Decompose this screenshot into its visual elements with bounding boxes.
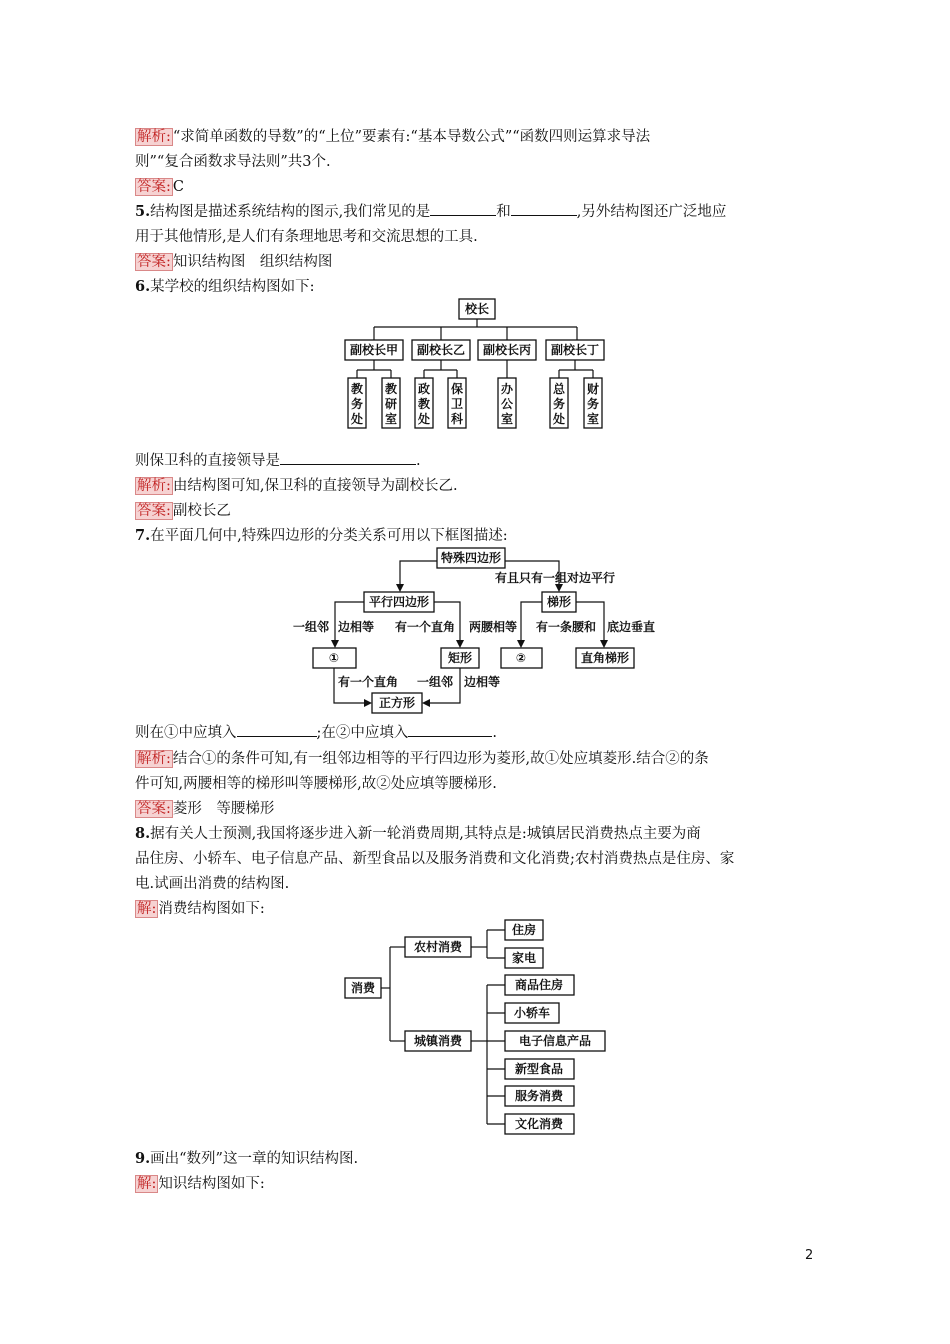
question-5-line-2: 用于其他情形,是人们有条理地思考和交流思想的工具. <box>135 229 478 245</box>
question-text: 则在①中应填入 <box>135 725 237 741</box>
question-6-blank-line <box>135 450 421 472</box>
org-vp-label: 副校长甲 <box>349 343 399 357</box>
quad-blank-1-label: ① <box>328 651 340 665</box>
svg-text:室: 室 <box>586 412 600 426</box>
answer-tag: 答案: <box>137 503 171 519</box>
svg-text:室: 室 <box>384 412 398 426</box>
svg-text:办: 办 <box>500 382 514 396</box>
answer-text: 知识结构图 组织结构图 <box>172 254 333 270</box>
svg-text:教: 教 <box>350 382 364 396</box>
analysis-line-2: 则”“复合函数求导法则”共3个. <box>135 154 331 170</box>
svg-text:务: 务 <box>586 397 600 411</box>
svg-text:卫: 卫 <box>450 397 464 411</box>
quad-condition: 一组邻 <box>293 620 330 634</box>
solution-line <box>135 1173 265 1195</box>
quad-square-label: 正方形 <box>378 696 416 710</box>
org-dept <box>448 378 466 428</box>
question-text: 和 <box>496 204 511 220</box>
quad-condition: 边相等 <box>464 675 501 689</box>
answer-text: 副校长乙 <box>172 503 231 519</box>
quad-condition: 一组邻 <box>417 675 454 689</box>
analysis-line <box>135 475 458 497</box>
page-number: 2 <box>805 1248 814 1263</box>
org-dept <box>550 378 568 428</box>
question-7 <box>135 525 508 547</box>
quad-condition: 边相等 <box>338 620 375 634</box>
svg-text:务: 务 <box>350 397 364 411</box>
answer-line <box>135 500 231 522</box>
question-text: 在平面几何中,特殊四边形的分类关系可用以下框图描述: <box>150 528 508 544</box>
question-text: . <box>492 725 497 741</box>
analysis-tag: 解析: <box>137 478 171 494</box>
solution-tag: 解: <box>137 1176 157 1192</box>
solution-line <box>135 898 265 920</box>
cons-urban-label: 城镇消费 <box>413 1034 463 1048</box>
question-text: 则保卫科的直接领导是 <box>135 453 280 469</box>
answer-tag: 答案: <box>137 254 171 270</box>
org-dept <box>348 378 366 428</box>
question-text: 结构图是描述系统结构的图示,我们常见的是 <box>150 204 431 220</box>
analysis-tag: 解析: <box>137 751 171 767</box>
question-number: 7. <box>135 527 151 544</box>
analysis-text: 结合①的条件可知,有一组邻边相等的平行四边形为菱形,故①处应填菱形.结合②的条 <box>172 751 709 767</box>
question-number: 8. <box>135 825 151 842</box>
question-text: ,另外结构图还广泛地应 <box>576 204 727 220</box>
quad-condition: 底边垂直 <box>607 620 656 634</box>
org-dept <box>415 378 433 428</box>
cons-rural-label: 农村消费 <box>413 940 463 954</box>
quad-root-label: 特殊四边形 <box>440 551 502 565</box>
svg-text:保: 保 <box>450 382 464 396</box>
cons-item-label: 小轿车 <box>513 1006 551 1020</box>
cons-item-label: 电子信息产品 <box>518 1034 592 1048</box>
answer-blank <box>408 722 492 737</box>
svg-text:处: 处 <box>552 412 566 426</box>
org-root-label: 校长 <box>464 302 490 316</box>
cons-item-label: 商品住房 <box>514 978 564 992</box>
svg-text:处: 处 <box>417 412 431 426</box>
quad-right-trap-label: 直角梯形 <box>580 651 630 665</box>
cons-item-label: 家电 <box>511 951 537 965</box>
svg-text:研: 研 <box>384 397 398 411</box>
quad-rect-label: 矩形 <box>447 651 473 665</box>
question-text: 某学校的组织结构图如下: <box>150 279 315 295</box>
analysis-line-2: 件可知,两腰相等的梯形叫等腰梯形,故②处应填等腰梯形. <box>135 776 497 792</box>
org-dept <box>382 378 400 428</box>
quad-para-label: 平行四边形 <box>368 595 430 609</box>
question-8 <box>135 823 701 845</box>
cons-item-label: 文化消费 <box>514 1117 564 1131</box>
question-8-line-3: 电.试画出消费的结构图. <box>135 876 290 892</box>
svg-text:政: 政 <box>417 382 431 396</box>
question-text: 画出“数列”这一章的知识结构图. <box>150 1151 359 1167</box>
cons-item-label: 新型食品 <box>514 1062 564 1076</box>
solution-tag: 解: <box>137 901 157 917</box>
answer-blank <box>280 450 416 465</box>
quad-blank-2-label: ② <box>515 651 527 665</box>
solution-text: 知识结构图如下: <box>158 1176 265 1192</box>
analysis-text: 由结构图可知,保卫科的直接领导为副校长乙. <box>172 478 458 494</box>
cons-item-label: 服务消费 <box>514 1089 564 1103</box>
question-text: ;在②中应填入 <box>316 725 409 741</box>
answer-blank <box>237 722 317 737</box>
quad-condition: 两腰相等 <box>469 620 518 634</box>
svg-text:教: 教 <box>417 397 431 411</box>
analysis-line <box>135 748 709 770</box>
cons-root-label: 消费 <box>350 981 376 995</box>
svg-text:教: 教 <box>384 382 398 396</box>
svg-text:财: 财 <box>586 382 600 396</box>
svg-text:务: 务 <box>552 397 566 411</box>
svg-text:处: 处 <box>350 412 364 426</box>
answer-tag: 答案: <box>137 179 171 195</box>
org-dept <box>498 378 516 428</box>
analysis-tag: 解析: <box>137 129 171 145</box>
question-9 <box>135 1148 358 1170</box>
svg-text:室: 室 <box>500 412 514 426</box>
quad-condition: 有一个直角 <box>395 620 456 634</box>
answer-tag: 答案: <box>137 801 171 817</box>
question-8-line-2: 品住房、小轿车、电子信息产品、新型食品以及服务消费和文化消费;农村消费热点是住房、家 <box>135 851 735 867</box>
question-number: 5. <box>135 203 151 220</box>
svg-text:公: 公 <box>500 397 514 411</box>
answer-text: C <box>172 179 184 195</box>
quad-condition: 有一条腰和 <box>536 620 597 634</box>
quad-trap-label: 梯形 <box>546 595 572 609</box>
solution-text: 消费结构图如下: <box>158 901 265 917</box>
question-text: . <box>416 453 421 469</box>
question-text: 据有关人士预测,我国将逐步进入新一轮消费周期,其特点是:城镇居民消费热点主要为商 <box>150 826 701 842</box>
org-vp-label: 副校长乙 <box>416 343 466 357</box>
question-number: 9. <box>135 1150 151 1167</box>
quad-condition: 有一个直角 <box>338 675 399 689</box>
cons-item-label: 住房 <box>511 923 537 937</box>
analysis-text: “求简单函数的导数”的“上位”要素有:“基本导数公式”“函数四则运算求导法 <box>172 129 651 145</box>
question-7-blank-line <box>135 722 497 744</box>
org-vp-label: 副校长丁 <box>550 343 600 357</box>
org-vp-label: 副校长丙 <box>482 343 532 357</box>
org-dept <box>584 378 602 428</box>
answer-line <box>135 798 274 820</box>
question-number: 6. <box>135 278 151 295</box>
svg-text:科: 科 <box>450 412 464 426</box>
answer-text: 菱形 等腰梯形 <box>172 801 275 817</box>
quad-condition: 有且只有一组对边平行 <box>495 571 616 585</box>
svg-text:总: 总 <box>552 382 566 396</box>
